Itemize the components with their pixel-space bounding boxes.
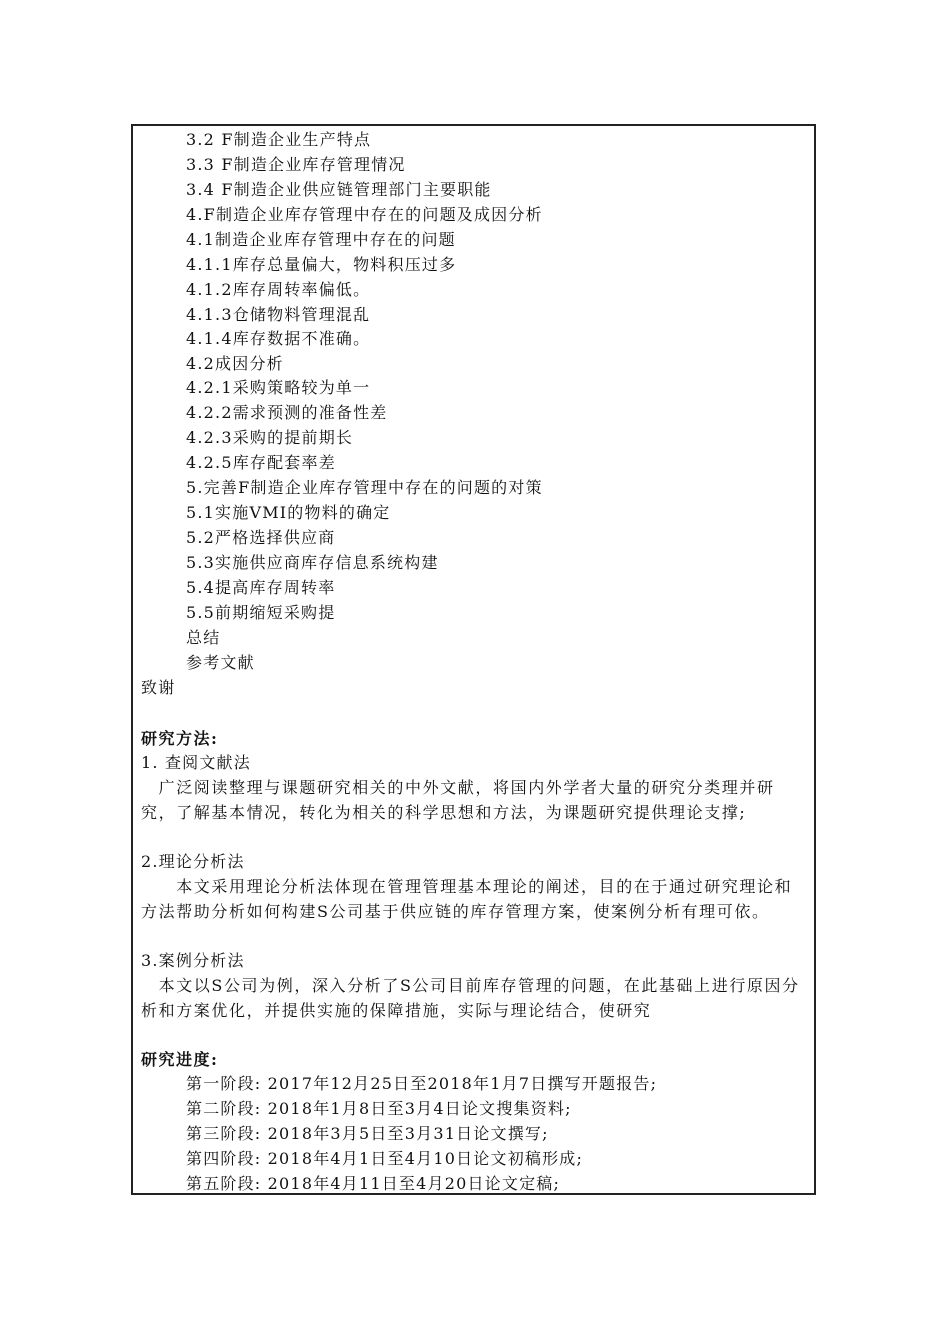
outline-line: 4.2.3采购的提前期长 xyxy=(186,428,354,447)
method-body: 本文以S公司为例，深入分析了S公司目前库存管理的问题，在此基础上进行原因分析和方案优化，并提供实施的保障措施，实际与理论结合，使研究 xyxy=(141,976,800,1020)
outline-line: 4.1.3仓储物料管理混乱 xyxy=(186,305,371,324)
outline-line: 4.F制造企业库存管理中存在的问题及成因分析 xyxy=(186,205,543,224)
outline-line: 4.1.4库存数据不准确。 xyxy=(186,329,371,348)
outline-line: 4.2.2需求预测的准备性差 xyxy=(186,403,388,422)
method-title: 3.案例分析法 xyxy=(141,951,245,970)
outline-line: 参考文献 xyxy=(186,653,255,672)
methods-heading: 研究方法: xyxy=(141,729,219,748)
outline-line: 3.2 F制造企业生产特点 xyxy=(186,130,372,149)
schedule-item: 第二阶段: 2018年1月8日至3月4日论文搜集资料; xyxy=(186,1099,572,1118)
schedule-item: 第一阶段: 2017年12月25日至2018年1月7日撰写开题报告; xyxy=(186,1074,658,1093)
method-body: 广泛阅读整理与课题研究相关的中外文献，将国内外学者大量的研究分类理并研究，了解基本情况，转化为相关的科学思想和方法，为课题研究提供理论支撑; xyxy=(141,778,775,822)
outline-line: 4.2.5库存配套率差 xyxy=(186,453,336,472)
schedule-item: 第五阶段: 2018年4月11日至4月20日论文定稿; xyxy=(186,1174,561,1193)
outline-line: 5.1实施VMI的物料的确定 xyxy=(186,503,391,522)
outline-line: 致谢 xyxy=(141,678,176,697)
outline-line: 3.3 F制造企业库存管理情况 xyxy=(186,155,406,174)
outline-line: 5.4提高库存周转率 xyxy=(186,578,336,597)
outline-line: 4.1.1库存总量偏大，物料积压过多 xyxy=(186,255,457,274)
outline-line: 4.2成因分析 xyxy=(186,354,284,373)
outline-line: 总结 xyxy=(186,628,221,647)
outline-line: 4.2.1采购策略较为单一 xyxy=(186,378,371,397)
schedule-heading: 研究进度: xyxy=(141,1050,219,1069)
outline-line: 4.1制造企业库存管理中存在的问题 xyxy=(186,230,456,249)
method-body: 本文采用理论分析法体现在管理管理基本理论的阐述，目的在于通过研究理论和方法帮助分析如何构建S公司基于供应链的库存管理方案，使案例分析有理可依。 xyxy=(141,877,793,921)
outline-line: 5.5前期缩短采购提 xyxy=(186,603,336,622)
schedule-item: 第四阶段: 2018年4月1日至4月10日论文初稿形成; xyxy=(186,1149,584,1168)
method-title: 1. 查阅文献法 xyxy=(141,753,251,772)
outline-line: 4.1.2库存周转率偏低。 xyxy=(186,280,371,299)
outline-line: 3.4 F制造企业供应链管理部门主要职能 xyxy=(186,180,492,199)
outline-line: 5.2严格选择供应商 xyxy=(186,528,336,547)
outline-line: 5.3实施供应商库存信息系统构建 xyxy=(186,553,439,572)
outline-line: 5.完善F制造企业库存管理中存在的问题的对策 xyxy=(186,478,543,497)
schedule-item: 第三阶段: 2018年3月5日至3月31日论文撰写; xyxy=(186,1124,549,1143)
method-title: 2.理论分析法 xyxy=(141,852,245,871)
